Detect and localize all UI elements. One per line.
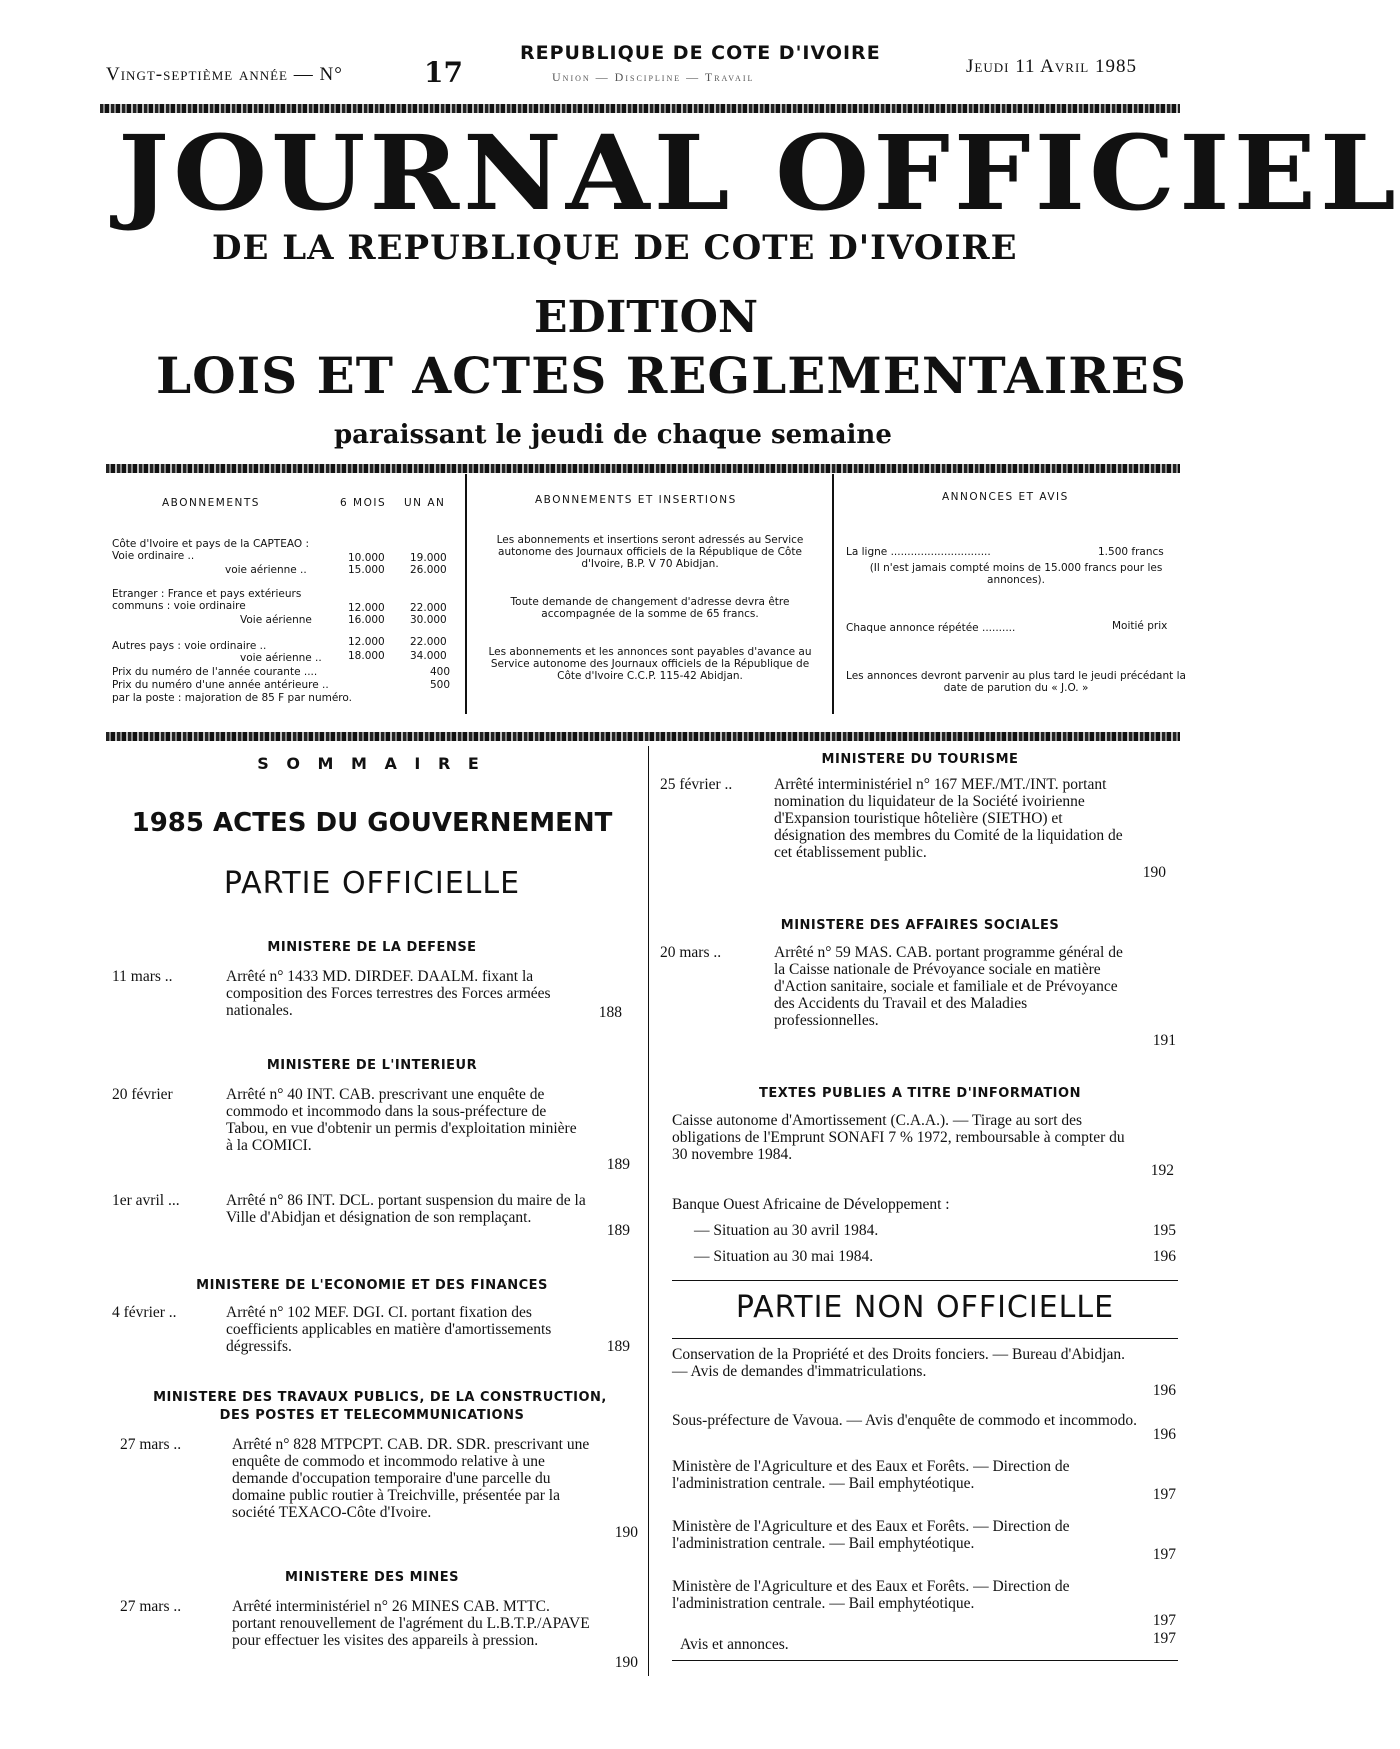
entry-text: Arrêté n° 1433 MD. DIRDEF. DAALM. fixant la composition des Forces terrestres des Forces armées nationales. [226, 968, 551, 1019]
entry-date: 1er avril ... [112, 1192, 180, 1209]
section-tourisme: MINISTERE DU TOURISME [821, 752, 1019, 767]
entry-text: Avis et annonces. [680, 1636, 789, 1653]
issue-number: 17 [424, 56, 463, 89]
year-issue-label: Vingt-septième année — N° [106, 64, 343, 85]
entry-date: 27 mars .. [120, 1436, 182, 1453]
section-mines: MINISTERE DES MINES [285, 1570, 459, 1585]
sommaire-entry [672, 1518, 1178, 1574]
entry-page: 189 [606, 1222, 630, 1239]
minimum-note: (Il n'est jamais compté moins de 15.000 francs pour les annonces). [869, 562, 1163, 586]
entry-text: Sous-préfecture de Vavoua. — Avis d'enquête de commodo et incommodo. [672, 1412, 1137, 1429]
sommaire-entry [112, 1192, 632, 1252]
rate-label-air: voie aérienne .. [240, 652, 322, 664]
entry-page: 197 [1152, 1546, 1176, 1563]
entry-page: 196 [1152, 1382, 1176, 1399]
entry-text: Conservation de la Propriété et des Droits fonciers. — Bureau d'Abidjan. — Avis de demandes d'immatriculations. [672, 1346, 1126, 1380]
top-ornament-rule [100, 104, 1180, 113]
rate-value: 34.000 [410, 650, 447, 662]
price-previous-value: 500 [430, 679, 451, 691]
republic-header: REPUBLIQUE DE COTE D'IVOIRE [520, 42, 881, 64]
price-current-label: Prix du numéro de l'année courante .... [112, 666, 318, 678]
entry-text: Arrêté n° 40 INT. CAB. prescrivant une enquête de commodo et incommodo dans la sous-préfecture de Tabou, en vue d'obtenir un permis d'exploitation minière à la COMICI. [226, 1086, 577, 1154]
entry-page: 191 [1152, 1032, 1176, 1049]
section-defense: MINISTERE DE LA DEFENSE [267, 940, 477, 955]
entry-page: 190 [614, 1524, 638, 1541]
bottom-rule [672, 1660, 1178, 1661]
sommaire-entry [694, 1222, 1174, 1239]
edition-label: EDITION [534, 292, 759, 343]
entry-text: Arrêté n° 59 MAS. CAB. portant programme général de la Caisse nationale de Prévoyance sociale en matière d'Action sanitaire, sociale et familiale et de Prévoyance des Accidents du Travail et des Maladies professionnelles. [774, 944, 1123, 1029]
rate-value: 22.000 [410, 636, 447, 648]
entry-page: 190 [1142, 864, 1166, 881]
rate-value: 18.000 [348, 650, 385, 662]
entry-date: 20 février [112, 1086, 173, 1103]
section-economie: MINISTERE DE L'ECONOMIE ET DES FINANCES [196, 1278, 548, 1293]
rate-value: 10.000 [348, 552, 385, 564]
line-rate-value: 1.500 francs [1098, 546, 1164, 558]
entry-text: Ministère de l'Agriculture et des Eaux et Forêts. — Direction de l'administration centrale. — Bail emphytéotique. [672, 1518, 1070, 1552]
rate-value: 19.000 [410, 552, 447, 564]
entry-page: 197 [1152, 1630, 1176, 1647]
section-rule [672, 1338, 1178, 1339]
partie-officielle-heading: PARTIE OFFICIELLE [223, 866, 521, 901]
entry-page: 189 [606, 1338, 630, 1355]
repeat-label: Chaque annonce répétée .......... [846, 622, 1016, 634]
postage-note: par la poste : majoration de 85 F par numéro. [112, 692, 352, 704]
column-divider [648, 746, 649, 1676]
entry-page: 197 [1152, 1612, 1176, 1629]
rate-value: 22.000 [410, 602, 447, 614]
rate-value: 26.000 [410, 564, 447, 576]
boad-entry: Banque Ouest Africaine de Développement : [672, 1196, 950, 1213]
rate-value: 12.000 [348, 636, 385, 648]
sommaire-entry [120, 1436, 640, 1546]
entry-text: Caisse autonome d'Amortissement (C.A.A.). — Tirage au sort des obligations de l'Emprunt SONAFI 7 % 1972, remboursable à compter du 30 novembre 1984. [672, 1112, 1125, 1163]
entry-date: 25 février .. [660, 776, 733, 793]
line-rate-label: La ligne .............................. [846, 546, 991, 558]
sommaire-entry [112, 968, 632, 1028]
entry-page: 195 [1152, 1222, 1176, 1239]
subscription-divider-2 [832, 474, 834, 714]
rate-row-autres: Autres pays : voie ordinaire .. [112, 640, 267, 652]
sommaire-entry [660, 944, 1180, 1054]
entry-page: 190 [614, 1654, 638, 1671]
sommaire-entry [112, 1086, 632, 1176]
subscription-top-rule [106, 464, 1180, 473]
entry-text: Ministère de l'Agriculture et des Eaux et Forêts. — Direction de l'administration centrale. — Bail emphytéotique. [672, 1578, 1070, 1612]
entry-text: Ministère de l'Agriculture et des Eaux et Forêts. — Direction de l'administration centrale. — Bail emphytéotique. [672, 1458, 1070, 1492]
sommaire-entry [112, 1304, 632, 1364]
entry-date: 11 mars .. [112, 968, 173, 985]
deadline-note: Les annonces devront parvenir au plus tard le jeudi précédant la date de parution du « J.O. » [846, 670, 1186, 694]
entry-page: 192 [1150, 1162, 1174, 1179]
section-interieur: MINISTERE DE L'INTERIEUR [266, 1058, 478, 1073]
rate-value: 16.000 [348, 614, 385, 626]
entry-page: 197 [1152, 1486, 1176, 1503]
entry-date: 20 mars .. [660, 944, 722, 961]
section-textes-information: TEXTES PUBLIES A TITRE D'INFORMATION [759, 1086, 1081, 1101]
journal-subtitle: DE LA REPUBLIQUE DE COTE D'IVOIRE [212, 228, 1018, 268]
entry-text: — Situation au 30 mai 1984. [694, 1248, 874, 1265]
sommaire-entry [672, 1412, 1178, 1452]
entry-text: Arrêté n° 828 MTPCPT. CAB. DR. SDR. prescrivant une enquête de commodo et incommodo relative à une demande d'occupation temporaire d'une parcelle du domaine public routier à Treichville, présentée par la société TEXACO-Côte d'Ivoire. [232, 1436, 590, 1521]
frequency-line: paraissant le jeudi de chaque semaine [334, 420, 892, 450]
sommaire-entry [694, 1248, 1174, 1265]
insertions-address-text: Les abonnements et insertions seront adressés au Service autonome des Journaux officiels de la République de Côte d'Ivoire, B.P. V 70 Abidjan. [496, 534, 804, 570]
entry-page: 189 [606, 1156, 630, 1173]
sommaire-entry [660, 776, 1180, 886]
partie-non-officielle-heading: PARTIE NON OFFICIELLE [735, 1290, 1115, 1325]
issue-date: Jeudi 11 Avril 1985 [966, 56, 1137, 77]
entry-text: Arrêté interministériel n° 26 MINES CAB. MTTC. portant renouvellement de l'agrément du L.B.T.P./APAVE pour effectuer les visites des appareils à pression. [232, 1598, 590, 1649]
edition-type: LOIS ET ACTES REGLEMENTAIRES [156, 346, 1187, 405]
section-rule [672, 1280, 1178, 1281]
section-travaux-publics: MINISTERE DES TRAVAUX PUBLICS, DE LA CONSTRUCTION, [153, 1390, 607, 1405]
entry-text: Arrêté n° 86 INT. DCL. portant suspension du maire de la Ville d'Abidjan et désignation de son remplaçant. [226, 1192, 586, 1226]
rate-label-air: Voie aérienne [240, 614, 312, 626]
entry-page: 196 [1152, 1248, 1176, 1265]
rate-value: 12.000 [348, 602, 385, 614]
rate-value: 30.000 [410, 614, 447, 626]
announcements-header: ANNONCES ET AVIS [942, 491, 1069, 503]
entry-text: Arrêté n° 102 MEF. DGI. CI. portant fixation des coefficients applicables en matière d'amortissements dégressifs. [226, 1304, 552, 1355]
payment-text: Les abonnements et les annonces sont payables d'avance au Service autonome des Journaux officiels de la République de Côte d'Ivoire C.C.P. 115-42 Abidjan. [488, 646, 812, 682]
section-travaux-publics-2: DES POSTES ET TELECOMMUNICATIONS [219, 1408, 525, 1423]
rate-label-air: voie aérienne .. [225, 564, 307, 576]
repeat-value: Moitié prix [1112, 620, 1168, 632]
journal-title: JOURNAL OFFICIEL [118, 114, 1400, 234]
one-year-header: UN AN [404, 497, 446, 509]
entry-page: 188 [598, 1004, 622, 1021]
entry-text: — Situation au 30 avril 1984. [694, 1222, 879, 1239]
sommaire-entry [680, 1630, 1178, 1658]
subscriptions-header: ABONNEMENTS [162, 497, 260, 509]
subscription-bottom-rule [106, 732, 1180, 741]
actes-heading: 1985 ACTES DU GOUVERNEMENT [131, 808, 613, 838]
sommaire-entry [120, 1598, 640, 1678]
price-previous-label: Prix du numéro d'une année antérieure .. [112, 679, 329, 691]
rate-row-cote-ivoire [112, 538, 332, 562]
price-current-value: 400 [430, 666, 451, 678]
rate-value: 15.000 [348, 564, 385, 576]
subscription-divider-1 [465, 474, 467, 714]
section-affaires-sociales: MINISTERE DES AFFAIRES SOCIALES [780, 918, 1060, 933]
sommaire-entry [672, 1458, 1178, 1514]
sommaire-entry [672, 1578, 1178, 1634]
address-change-text: Toute demande de changement d'adresse devra être accompagnée de la somme de 65 francs. [510, 596, 790, 620]
sommaire-entry [672, 1346, 1178, 1410]
motto: Union — Discipline — Travail [552, 70, 755, 84]
entry-page: 196 [1152, 1426, 1176, 1443]
insertions-header: ABONNEMENTS ET INSERTIONS [535, 494, 737, 506]
sommaire-heading: S O M M A I R E [257, 754, 485, 773]
rate-label: Côte d'Ivoire et pays de la CAPTEAO : Voie ordinaire .. [112, 538, 309, 562]
entry-date: 27 mars .. [120, 1598, 182, 1615]
sommaire-column-left [112, 754, 640, 773]
rate-row-etranger: Etranger : France et pays extérieurs communs : voie ordinaire [112, 588, 302, 612]
sommaire-entry [672, 1112, 1182, 1192]
six-months-header: 6 MOIS [340, 497, 387, 509]
entry-date: 4 février .. [112, 1304, 177, 1321]
entry-text: Arrêté interministériel n° 167 MEF./MT./INT. portant nomination du liquidateur de la Société ivoirienne d'Expansion touristique hôtelière (SIETHO) et désignation des membres du Comité de la liquidation de cet établissement public. [774, 776, 1123, 861]
